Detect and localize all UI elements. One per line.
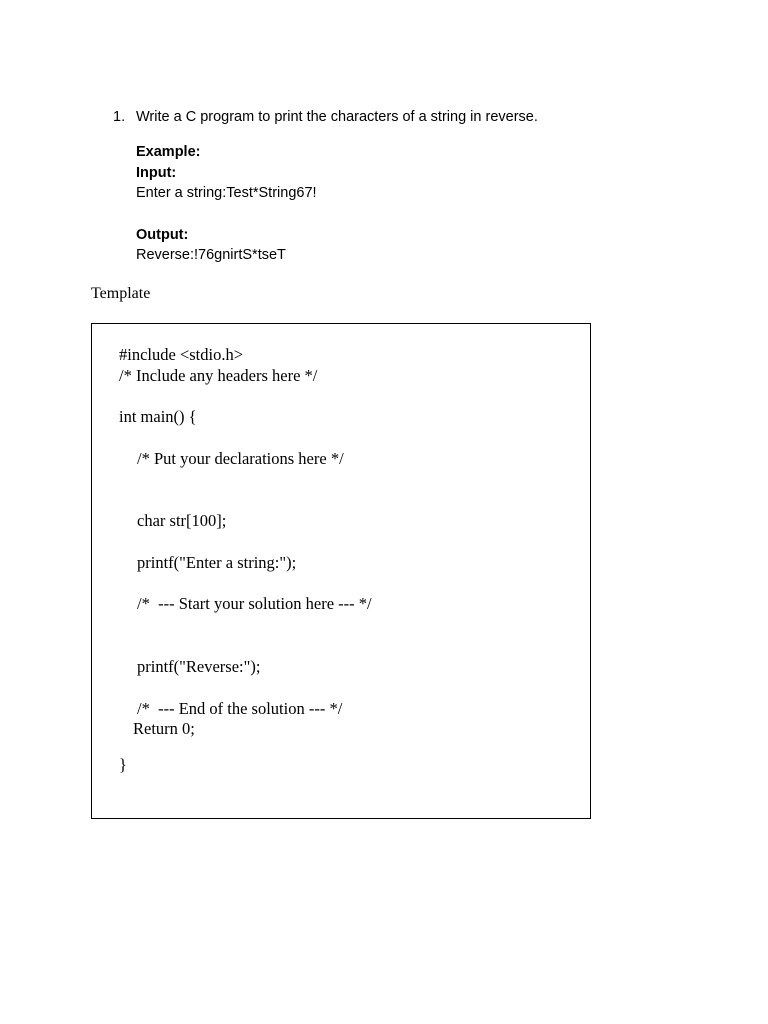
input-label: Input: [136, 165, 177, 181]
question-number: 1. [113, 109, 126, 125]
code-line-start-comment: /* --- Start your solution here --- */ [137, 594, 372, 613]
output-value: Reverse:!76gnirtS*tseT [136, 247, 286, 263]
output-label: Output: [136, 227, 189, 243]
code-line-char-str: char str[100]; [137, 511, 227, 530]
template-label: Template [91, 285, 151, 302]
code-line-printf-enter: printf("Enter a string:"); [137, 553, 297, 572]
code-template-box [91, 323, 591, 819]
code-line-declarations-comment: /* Put your declarations here */ [137, 449, 344, 468]
input-value: Enter a string:Test*String67! [136, 185, 317, 201]
code-line-return: Return 0; [133, 719, 195, 738]
example-heading: Example: [136, 144, 201, 160]
code-line-printf-reverse: printf("Reverse:"); [137, 657, 261, 676]
code-line-closing-brace: } [119, 755, 127, 774]
code-line-include: #include <stdio.h> [119, 345, 244, 364]
code-line-end-comment: /* --- End of the solution --- */ [137, 699, 343, 718]
code-line-headers-comment: /* Include any headers here */ [119, 366, 318, 385]
question-text: Write a C program to print the characters of a string in reverse. [136, 109, 538, 125]
code-line-main: int main() { [119, 407, 197, 426]
